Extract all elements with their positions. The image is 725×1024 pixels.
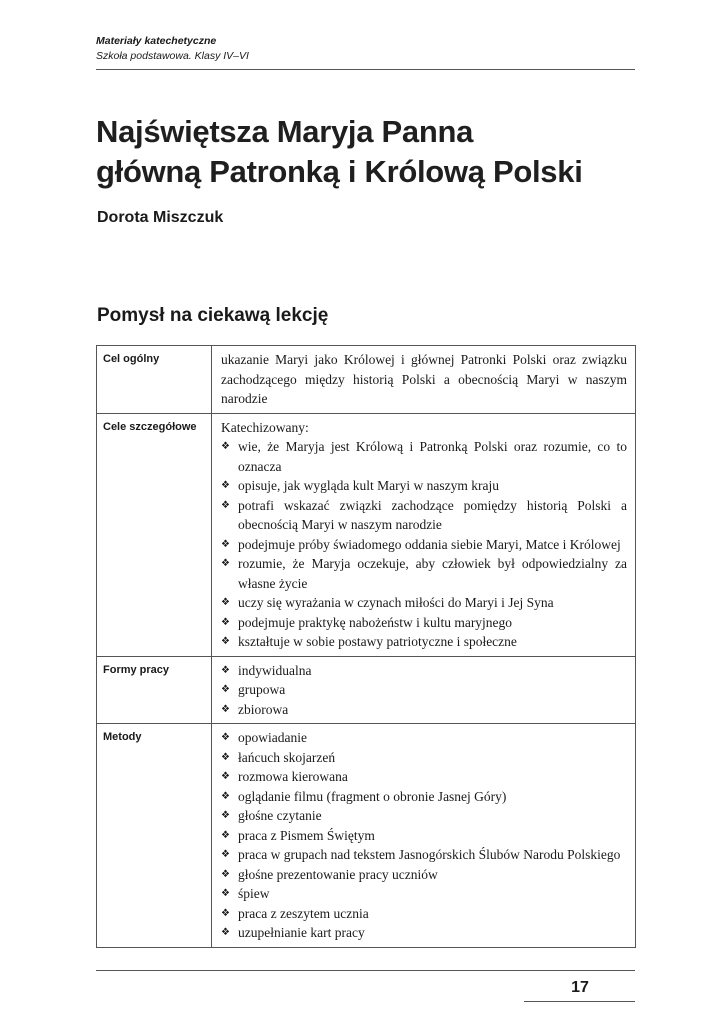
row-label: Cel ogólny [97, 346, 212, 414]
footer-divider [96, 970, 635, 971]
page-title [96, 112, 656, 192]
row-label: Cele szczegółowe [97, 413, 212, 656]
list-item [221, 923, 627, 943]
list-item-text: głośne czytanie [238, 808, 322, 823]
diamond-bullet-icon: ❖ [221, 732, 230, 743]
list-item-text: indywidualna [238, 662, 312, 678]
list-item-text: wie, że Maryja jest Królową i Patronką Polski oraz rozumie, co to oznacza [238, 439, 627, 474]
list-item-text: łańcuch skojarzeń [238, 749, 336, 765]
list-item [221, 845, 627, 865]
list-item [221, 865, 627, 885]
list-item-text: opowiadanie [238, 730, 307, 745]
list-item [221, 806, 627, 826]
table-row-general-goal [97, 346, 636, 414]
title-line-2: główną Patronką i Królową Polski [96, 154, 583, 189]
list-item-text: uzupełnianie kart pracy [238, 925, 365, 940]
bullet-list [221, 437, 627, 652]
list-item [221, 613, 627, 633]
list-item [221, 476, 627, 496]
list-item [221, 826, 627, 846]
diamond-bullet-icon: ❖ [221, 771, 230, 782]
list-item [221, 904, 627, 924]
diamond-bullet-icon: ❖ [221, 441, 230, 452]
header-subtitle: Szkoła podstawowa. Klasy IV–VI [96, 50, 249, 62]
row-value [212, 724, 636, 948]
list-item [221, 496, 627, 535]
list-item [221, 632, 627, 652]
diamond-bullet-icon: ❖ [221, 558, 230, 569]
list-item-text: praca z Pismem Świętym [238, 827, 375, 843]
diamond-bullet-icon: ❖ [221, 499, 230, 511]
list-item [221, 593, 627, 613]
row-label: Metody [97, 724, 212, 948]
diamond-bullet-icon: ❖ [221, 868, 230, 880]
list-item [221, 884, 627, 904]
bullet-list [221, 728, 627, 943]
page-number-underline [524, 1001, 635, 1002]
row-value [212, 413, 636, 656]
title-line-1: Najświętsza Maryja Panna [96, 114, 474, 149]
list-item-text: oglądanie filmu (fragment o obronie Jasnej Góry) [238, 788, 507, 804]
diamond-bullet-icon: ❖ [221, 636, 230, 647]
diamond-bullet-icon: ❖ [221, 684, 230, 695]
list-item-text: uczy się wyrażania w czynach miłości do Maryi i Jej Syna [238, 595, 554, 610]
list-item [221, 728, 627, 748]
table-row-specific-goals [97, 413, 636, 656]
diamond-bullet-icon: ❖ [221, 810, 230, 821]
row-label: Formy pracy [97, 656, 212, 724]
diamond-bullet-icon: ❖ [221, 829, 230, 841]
list-item-text: podejmuje praktykę nabożeństw i kultu maryjnego [238, 614, 513, 630]
row-value [212, 656, 636, 724]
diamond-bullet-icon: ❖ [221, 907, 230, 919]
list-item [221, 437, 627, 476]
diamond-bullet-icon: ❖ [221, 888, 230, 899]
list-item [221, 554, 627, 593]
bullet-list [221, 661, 627, 720]
list-item [221, 767, 627, 787]
header-series-title: Materiały katechetyczne [96, 35, 217, 47]
list-item-text: zbiorowa [238, 701, 289, 717]
diamond-bullet-icon: ❖ [221, 664, 230, 676]
list-item-text: kształtuje w sobie postawy patriotyczne i społeczne [238, 634, 517, 649]
section-heading: Pomysł na ciekawą lekcję [97, 305, 329, 326]
author-name: Dorota Miszczuk [97, 209, 224, 226]
page-number: 17 [571, 979, 589, 996]
list-item-text: praca w grupach nad tekstem Jasnogórskich Ślubów Narodu Polskiego [238, 847, 621, 862]
running-header [96, 34, 634, 64]
table-row-methods [97, 724, 636, 948]
list-item [221, 787, 627, 807]
list-item-text: potrafi wskazać związki zachodzące pomiędzy historią Polski a obecnością Maryi w naszym narodzie [238, 497, 627, 532]
diamond-bullet-icon: ❖ [221, 538, 230, 550]
lesson-plan-table [96, 345, 636, 948]
list-item [221, 661, 627, 681]
diamond-bullet-icon: ❖ [221, 597, 230, 608]
general-goal-text: ukazanie Maryi jako Królowej i głównej Patronki Polski oraz związku zachodzącego między historią Polski a obecnością Maryi w naszym narodzie [221, 352, 627, 406]
list-item-text: rozmowa kierowana [238, 769, 348, 784]
list-item-text: opisuje, jak wygląda kult Maryi w naszym kraju [238, 478, 499, 493]
list-item [221, 748, 627, 768]
diamond-bullet-icon: ❖ [221, 616, 230, 628]
list-item-text: głośne prezentowanie pracy uczniów [238, 866, 438, 882]
list-item-text: rozumie, że Maryja oczekuje, aby człowiek był odpowiedzialny za własne życie [238, 556, 627, 591]
diamond-bullet-icon: ❖ [221, 480, 230, 491]
list-item-text: śpiew [238, 886, 270, 901]
diamond-bullet-icon: ❖ [221, 790, 230, 802]
diamond-bullet-icon: ❖ [221, 751, 230, 763]
specific-goals-intro: Katechizowany: [221, 419, 309, 435]
diamond-bullet-icon: ❖ [221, 849, 230, 860]
table-row-work-forms [97, 656, 636, 724]
header-divider [96, 69, 635, 70]
list-item [221, 680, 627, 700]
list-item-text: podejmuje próby świadomego oddania siebie Maryi, Matce i Królowej [238, 536, 621, 552]
list-item [221, 535, 627, 555]
diamond-bullet-icon: ❖ [221, 703, 230, 715]
row-value [212, 346, 636, 414]
list-item [221, 700, 627, 720]
diamond-bullet-icon: ❖ [221, 927, 230, 938]
list-item-text: praca z zeszytem ucznia [238, 905, 369, 921]
list-item-text: grupowa [238, 682, 286, 697]
